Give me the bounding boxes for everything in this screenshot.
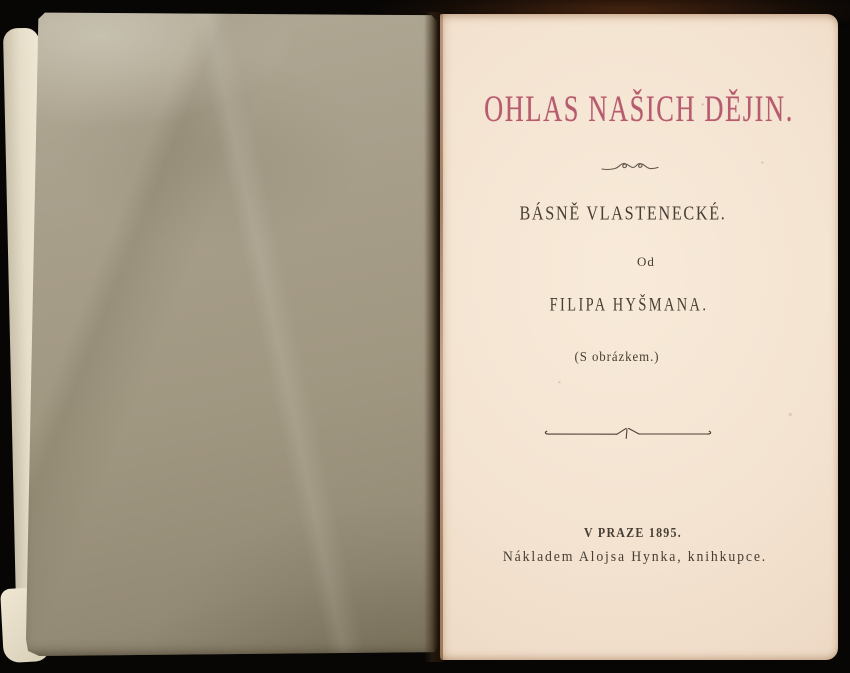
title-page [440, 14, 838, 660]
calligraphic-flourish-icon [601, 160, 659, 174]
byline-prefix: Od [637, 254, 655, 269]
left-blank-endpaper [26, 10, 438, 656]
imprint-publisher: Nákladem Alojsa Hynka, knihkupce. [502, 549, 768, 565]
imprint-place-year: V PRAZE 1895. [583, 526, 683, 541]
bracketed-rule-fleuron-icon [542, 425, 714, 441]
illustration-note: (S obrázkem.) [574, 349, 660, 364]
book-title: OHLAS NAŠICH DĚJIN. [484, 89, 794, 131]
author-name: FILIPA HYŠMANA. [549, 293, 709, 315]
book-subtitle: BÁSNĚ VLASTENECKÉ. [519, 202, 727, 225]
